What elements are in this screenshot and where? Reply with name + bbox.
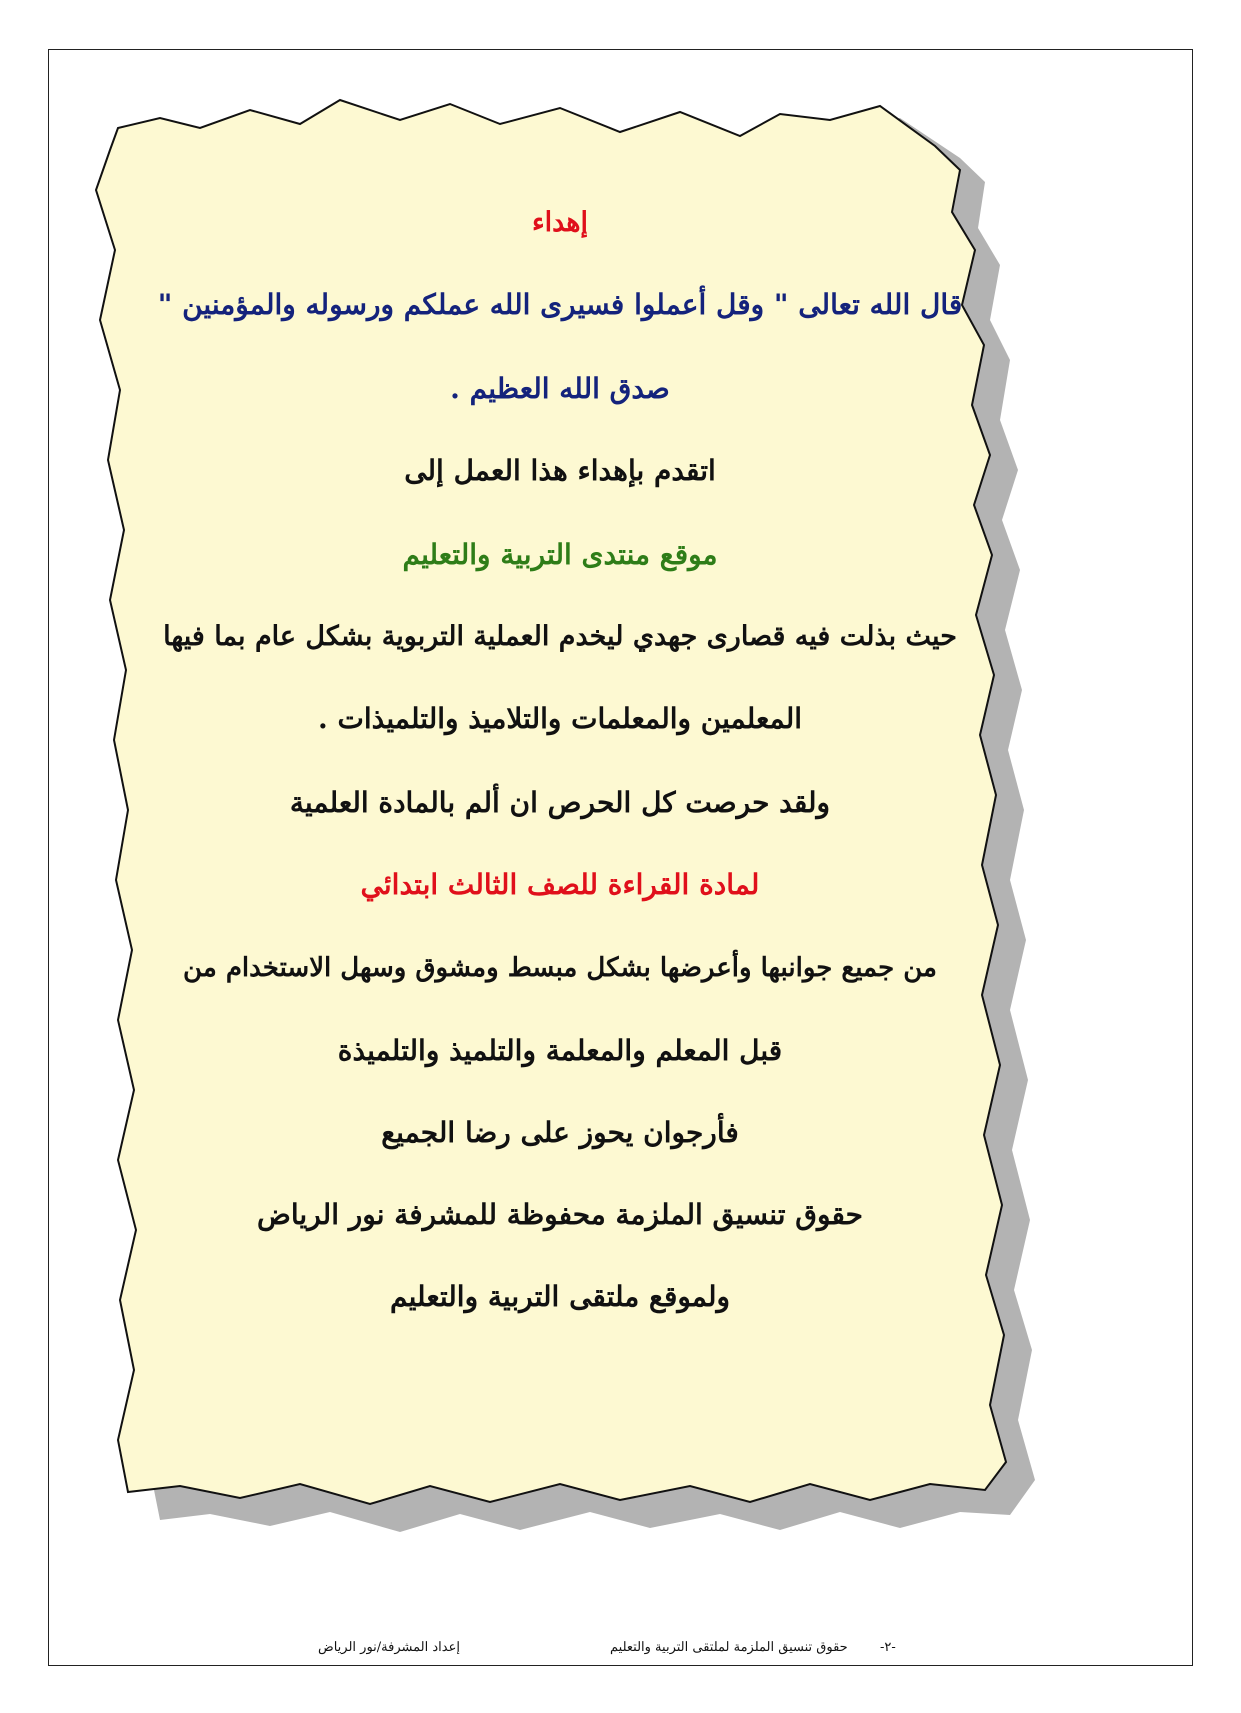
rights-line-2: ولموقع ملتقى التربية والتعليم [389,1280,731,1313]
footer-prepared-by: إعداد المشرفة/نور الرياض [318,1640,460,1655]
verse-closing: صدق الله العظيم . [450,372,670,405]
body-line-2: المعلمين والمعلمات والتلاميذ والتلميذات . [318,702,802,735]
body-line-1: حيث بذلت فيه قصارى جهدي ليخدم العملية التربوية بشكل عام بما فيها [163,621,957,652]
footer-page-number: -٢- [880,1640,896,1655]
rights-line-1: حقوق تنسيق الملزمة محفوظة للمشرفة نور الرياض [257,1198,863,1231]
body-line-4: من جميع جوانبها وأعرضها بشكل مبسط ومشوق وسهل الاستخدام من [183,953,937,983]
body-line-6: فأرجوان يحوز على رضا الجميع [381,1116,739,1149]
dedication-intro: اتقدم بإهداء هذا العمل إلى [404,454,716,487]
subject-title: لمادة القراءة للصف الثالث ابتدائي [360,868,760,901]
body-line-5: قبل المعلم والمعلمة والتلميذ والتلميذة [337,1034,783,1067]
dedication-title: إهداء [531,207,589,238]
footer-rights-note: حقوق تنسيق الملزمة لملتقى التربية والتعليم [610,1640,848,1655]
body-line-3: ولقد حرصت كل الحرص ان ألم بالمادة العلمية [289,786,831,819]
site-name: موقع منتدى التربية والتعليم [402,538,718,571]
dedication-text [130,195,990,1435]
quran-verse: قال الله تعالى " وقل أعملوا فسيرى الله عملكم ورسوله والمؤمنين " [157,288,963,321]
